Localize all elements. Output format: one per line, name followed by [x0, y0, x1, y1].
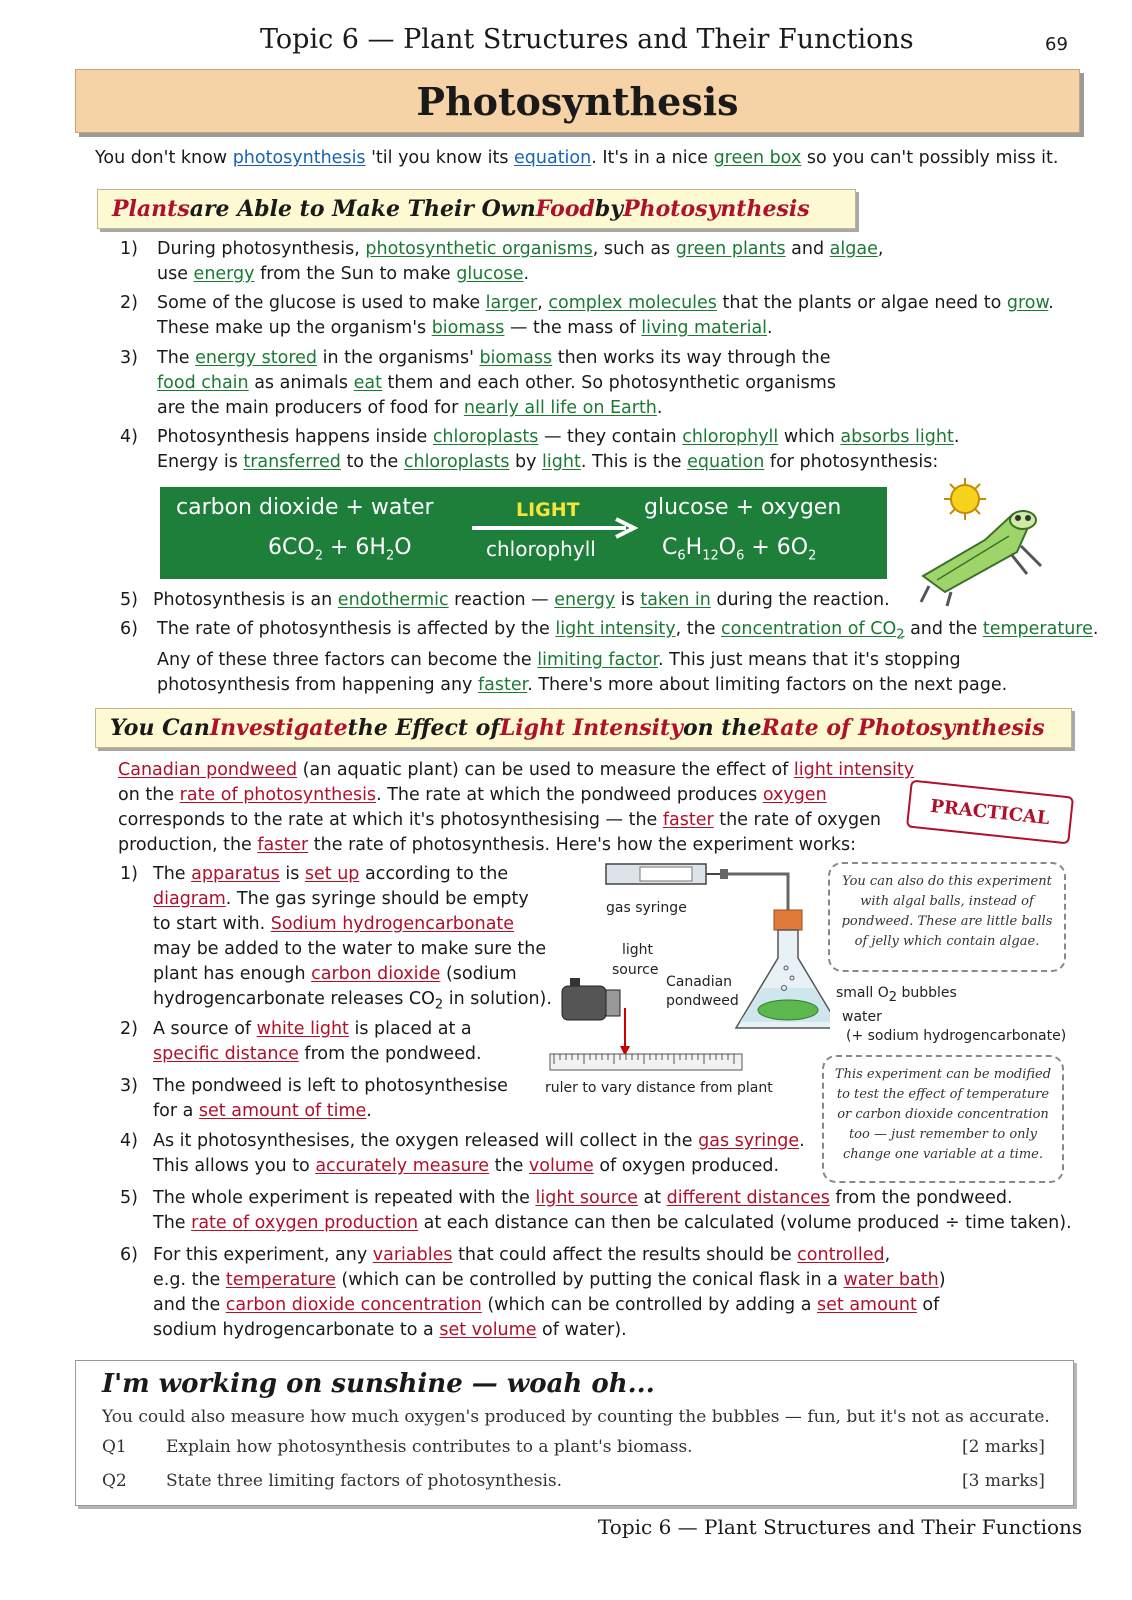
item-number: 3)	[120, 1076, 138, 1096]
list-item: The energy stored in the organisms' biomass then works its way through the food chain as animals eat them and each other. So photosynthetic organisms are the main producers of food for nearly all life on Earth.	[157, 348, 836, 418]
label-bubbles: small $O_2$ bubbles	[836, 985, 957, 1005]
item-number: 6)	[120, 1245, 138, 1265]
label-canadian: Canadian	[666, 974, 733, 990]
sunbathing-plant-icon	[915, 474, 1065, 609]
pondweed-icon	[758, 1000, 818, 1020]
symbol-equation-right: $C_6H_{12}O_6 + 6O_2$	[662, 535, 817, 564]
label-gas-syringe: gas syringe	[606, 900, 687, 916]
question-text: Explain how photosynthesis contributes to a plant's biomass.	[166, 1437, 693, 1457]
list-item: The whole experiment is repeated with the light source at different distances from the pondweed. The rate of oxygen production at each distance can then be calculated (volume produced ÷ time taken).	[153, 1188, 1072, 1233]
question-text: State three limiting factors of photosynthesis.	[166, 1471, 563, 1491]
item-number: 5)	[120, 590, 138, 610]
title-banner	[75, 69, 1080, 133]
word-equation-right: glucose + oxygen	[644, 495, 842, 520]
label-pondweed: pondweed	[666, 993, 739, 1009]
experiment-apparatus-diagram	[540, 858, 830, 1078]
section1-header: Plants are Able to Make Their Own Food by Photosynthesis	[97, 189, 856, 229]
arrow-label-chlorophyll: chlorophyll	[486, 537, 596, 561]
item-number: 1)	[120, 239, 138, 259]
question-number: Q2	[102, 1471, 127, 1491]
item-number: 4)	[120, 427, 138, 447]
label-source: source	[612, 962, 659, 978]
side-note-variables: This experiment can be modified to test the effect of temperature or carbon dioxide concentration too — just remember to only change one variable at a time.	[822, 1055, 1064, 1183]
practical-stamp: PRACTICAL	[906, 780, 1074, 845]
item-number: 3)	[120, 348, 138, 368]
section2-header: You Can Investigate the Effect of Light Intensity on the Rate of Photosynthesis	[95, 708, 1072, 748]
label-light: light	[622, 942, 654, 958]
equation-box	[160, 487, 887, 579]
page-title: Photosynthesis	[416, 78, 739, 124]
list-item: The apparatus is set up according to the diagram. The gas syringe should be empty to start with. Sodium hydrogencarbonate may be added to the water to make sure the plant has enough carbon dioxide (sodium hydrogencarbonate releases $CO_2$ in solution).	[153, 864, 552, 1013]
item-number: 6)	[120, 619, 138, 639]
side-note-algal-balls: You can also do this experiment with algal balls, instead of pondweed. These are little balls of jelly which contain algae.	[828, 862, 1066, 972]
list-item: For this experiment, any variables that could affect the results should be controlled, e.g. the temperature (which can be controlled by putting the conical flask in a water bath) and the carbon dioxide concentration (which can be controlled by adding a set amount of sodium hydrogencarbonate to a set volume of water).	[153, 1245, 946, 1340]
question-marks: [3 marks]	[962, 1471, 1045, 1491]
label-sodium-hydrogencarbonate: (+ sodium hydrogencarbonate)	[846, 1028, 1067, 1044]
list-item: Photosynthesis is an endothermic reaction — energy is taken in during the reaction.	[153, 590, 890, 610]
question-number: Q1	[102, 1437, 127, 1457]
ruler-icon	[550, 1054, 742, 1070]
reaction-arrow-icon	[470, 517, 640, 539]
question-marks: [2 marks]	[962, 1437, 1045, 1457]
item-number: 2)	[120, 293, 138, 313]
item-number: 4)	[120, 1131, 138, 1151]
bung-icon	[774, 910, 802, 930]
item-number: 2)	[120, 1019, 138, 1039]
lamp-icon	[562, 986, 606, 1020]
item-number: 5)	[120, 1188, 138, 1208]
summary-box	[75, 1360, 1074, 1506]
list-item: As it photosynthesises, the oxygen released will collect in the gas syringe. This allows you to accurately measure the volume of oxygen produced.	[153, 1131, 805, 1176]
label-water: water	[842, 1009, 882, 1025]
section2-intro: Canadian pondweed (an aquatic plant) can be used to measure the effect of light intensity on the rate of photosynthesis. The rate at which the pondweed produces oxygen corresponds to the rate at which it's photosynthesising — the faster the rate of oxygen production, the faster the rate of photosynthesis. Here's how the experiment works:	[118, 760, 915, 855]
list-item: Some of the glucose is used to make larger, complex molecules that the plants or algae need to grow. These make up the organism's biomass — the mass of living material.	[157, 293, 1054, 338]
list-item: A source of white light is placed at a specific distance from the pondweed.	[153, 1019, 482, 1064]
list-item: The pondweed is left to photosynthesise for a set amount of time.	[153, 1076, 508, 1121]
symbol-equation-left: $6CO_2 + 6H_2O$	[268, 535, 412, 564]
arrow-label-light: LIGHT	[516, 499, 580, 521]
word-equation-left: carbon dioxide + water	[176, 495, 434, 520]
list-item: During photosynthesis, photosynthetic organisms, such as green plants and algae, use energy from the Sun to make glucose.	[157, 239, 884, 284]
running-title: Topic 6 — Plant Structures and Their Functions	[260, 24, 914, 55]
footer-topic: Topic 6 — Plant Structures and Their Functions	[598, 1515, 1083, 1539]
summary-text: You could also measure how much oxygen's produced by counting the bubbles — fun, but it's not as accurate.	[102, 1407, 1050, 1427]
page-number: 69	[1045, 34, 1068, 55]
list-item: Photosynthesis happens inside chloroplasts — they contain chlorophyll which absorbs light. Energy is transferred to the chloroplasts by light. This is the equation for photosynthesis:	[157, 427, 960, 472]
intro-line: You don't know photosynthesis 'til you know its equation. It's in a nice green box so you can't possibly miss it.	[95, 148, 1059, 168]
item-number: 1)	[120, 864, 138, 884]
label-ruler: ruler to vary distance from plant	[545, 1080, 773, 1096]
summary-heading: I'm working on sunshine — woah oh...	[102, 1369, 655, 1399]
list-item: The rate of photosynthesis is affected by the light intensity, the concentration of $CO_2$ and the temperature. Any of these three factors can become the limiting factor. This just means that it's stopping photosynthesis from happening any faster. There's more about limiting factors on the next page.	[157, 619, 1099, 695]
